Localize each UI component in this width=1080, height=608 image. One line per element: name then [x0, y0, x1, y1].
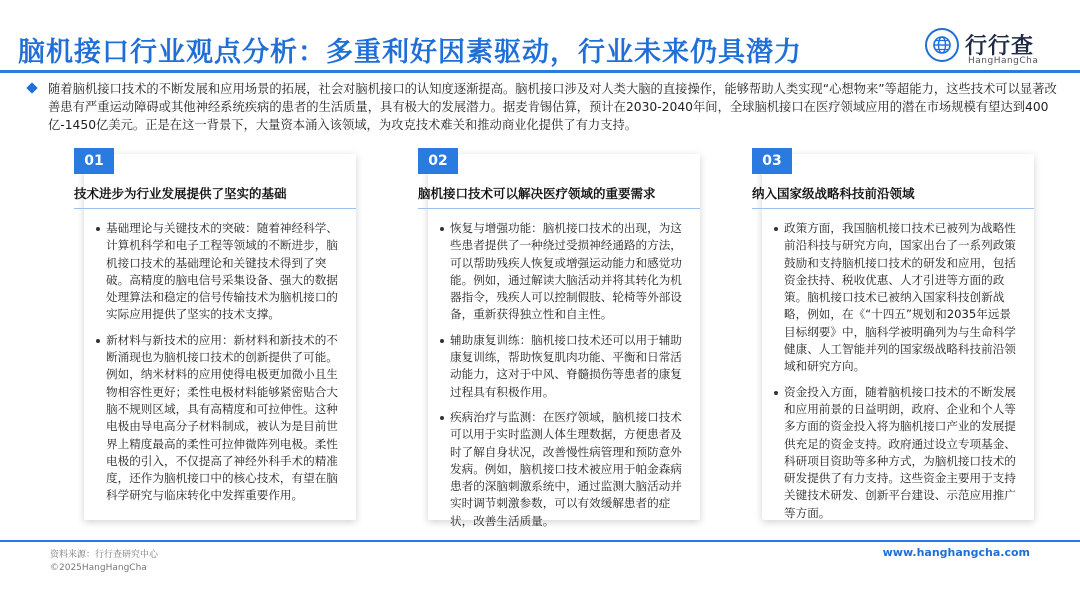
logo-name: 行行查 [965, 34, 1035, 59]
card-divider [418, 208, 700, 209]
list-item-text: 恢复与增强功能：脑机接口技术的出现，为这些患者提供了一种绕过受损神经通路的方法，可以帮助残疾人恢复或增强运动能力和感觉功能。例如，通过解读大脑活动并将其转化为机器指令，残疾人可以控制假肢、轮椅等外部设备，重新获得独立性和自主性。 [450, 221, 682, 322]
header-divider [0, 70, 1080, 73]
list-item-text: 新材料与新技术的应用：新材料和新技术的不断涌现也为脑机接口技术的创新提供了可能。例如，纳米材料的应用使得电极更加微小且生物相容性更好；柔性电极材料能够紧密贴合大脑不规则区域，具有高精度和可拉伸性。这种电极由导电高分子材料制成，被认为是目前世界上精度最高的柔性可拉伸微阵列电极。柔性电极的引入，不仅提高了神经外科手术的精准度，还作为脑机接口中的核心技术，有望在脑科学研究与临床转化中发挥重要作用。 [106, 332, 338, 503]
bullet-dot-icon [774, 227, 778, 231]
card-national-strategy [752, 148, 1034, 520]
list-item [440, 332, 688, 401]
list-item [96, 332, 344, 505]
list-item-text: 资金投入方面，随着脑机接口技术的不断发展和应用前景的日益明朗，政府、企业和个人等多方面的资金投入将为脑机接口产业的发展提供充足的资金支持。政府通过设立专项基金、科研项目资助等多种方式，为脑机接口技术的研发提供了有力支持。这些资金主要用于支持关键技术研发、创新平台建设、示范应用推广等方面。 [784, 384, 1016, 520]
website-link[interactable]: www.hanghangcha.com [882, 546, 1030, 559]
card-title: 脑机接口技术可以解决医疗领域的重要需求 [418, 186, 656, 201]
card-divider [74, 208, 356, 209]
card-body [774, 220, 1022, 530]
page-title: 脑机接口行业观点分析：多重利好因素驱动，行业未来仍具潜力 [18, 37, 802, 68]
list-item-text: 基础理论与关键技术的突破：随着神经科学、计算机科学和电子工程等领域的不断进步，脑机接口技术的基础理论和关键技术得到了突破。高精度的脑电信号采集设备、强大的数据处理算法和稳定的信号传输技术为脑机接口的实际应用提供了坚实的技术支撑。 [106, 221, 338, 322]
card-body [440, 220, 688, 538]
card-body [96, 220, 344, 513]
list-item-text: 政策方面，我国脑机接口技术已被列为战略性前沿科技与研究方向，国家出台了一系列政策鼓励和支持脑机接口技术的研发和应用，包括资金扶持、税收优惠、人才引进等方面的政策。脑机接口技术已被纳入国家科技创新战略，例如，在《“十四五”规划和2035年远景目标纲要》中，脑科学被明确列为与生命科学健康、人工智能并列的国家级战略科技前沿领域和研究方向。 [784, 221, 1016, 374]
bullet-dot-icon [440, 227, 444, 231]
list-item [774, 384, 1022, 522]
diamond-bullet-icon [26, 82, 37, 93]
copyright-note: ©2025HangHangCha [50, 563, 147, 573]
logo-subtitle: HangHangCha [968, 56, 1039, 66]
list-item [774, 220, 1022, 376]
intro-paragraph: 随着脑机接口技术的不断发展和应用场景的拓展，社会对脑机接口的认知度逐渐提高。脑机接口涉及对人类大脑的直接操作，能够帮助人类实现“心想物来”等超能力，这些技术可以显著改善患有严重运动障碍或其他神经系统疾病的患者的生活质量，具有极大的发展潜力。据麦肯锡估算，预计在2030-2040年间，全球脑机接口在医疗领域应用的潜在市场规模有望达到400亿-1450亿美元。正是在这一背景下，大量资本涌入该领域，为攻克技术难关和推动商业化提供了有力支持。 [48, 82, 1057, 132]
card-divider [752, 208, 1034, 209]
bullet-dot-icon [96, 339, 100, 343]
bullet-dot-icon [96, 227, 100, 231]
list-item [96, 220, 344, 324]
source-note: 资料来源：行行查研究中心 [50, 550, 159, 560]
card-number-badge: 02 [418, 148, 458, 174]
bullet-dot-icon [774, 391, 778, 395]
globe-icon [925, 28, 959, 62]
brand-logo [925, 28, 1065, 72]
card-medical-needs [418, 148, 700, 528]
card-number-badge: 03 [752, 148, 792, 174]
card-number-badge: 01 [74, 148, 114, 174]
footer-divider [0, 540, 1080, 542]
bullet-dot-icon [440, 339, 444, 343]
card-title: 纳入国家级战略科技前沿领域 [752, 186, 915, 201]
list-item-text: 疾病治疗与监测：在医疗领域，脑机接口技术可以用于实时监测人体生理数据，方便患者及时了解自身状况，改善慢性病管理和预防意外发病。例如，脑机接口技术被应用于帕金森病患者的深脑刺激系统中，通过监测大脑活动并实时调节刺激参数，可以有效缓解患者的症状，改善生活质量。 [450, 409, 682, 528]
list-item [440, 409, 688, 530]
card-title: 技术进步为行业发展提供了坚实的基础 [74, 186, 287, 201]
list-item [440, 220, 688, 324]
list-item-text: 辅助康复训练：脑机接口技术还可以用于辅助康复训练，帮助恢复肌肉功能、平衡和日常活动能力，这对于中风、脊髓损伤等患者的康复过程具有积极作用。 [450, 332, 682, 399]
card-technology [74, 148, 356, 520]
bullet-dot-icon [440, 416, 444, 420]
